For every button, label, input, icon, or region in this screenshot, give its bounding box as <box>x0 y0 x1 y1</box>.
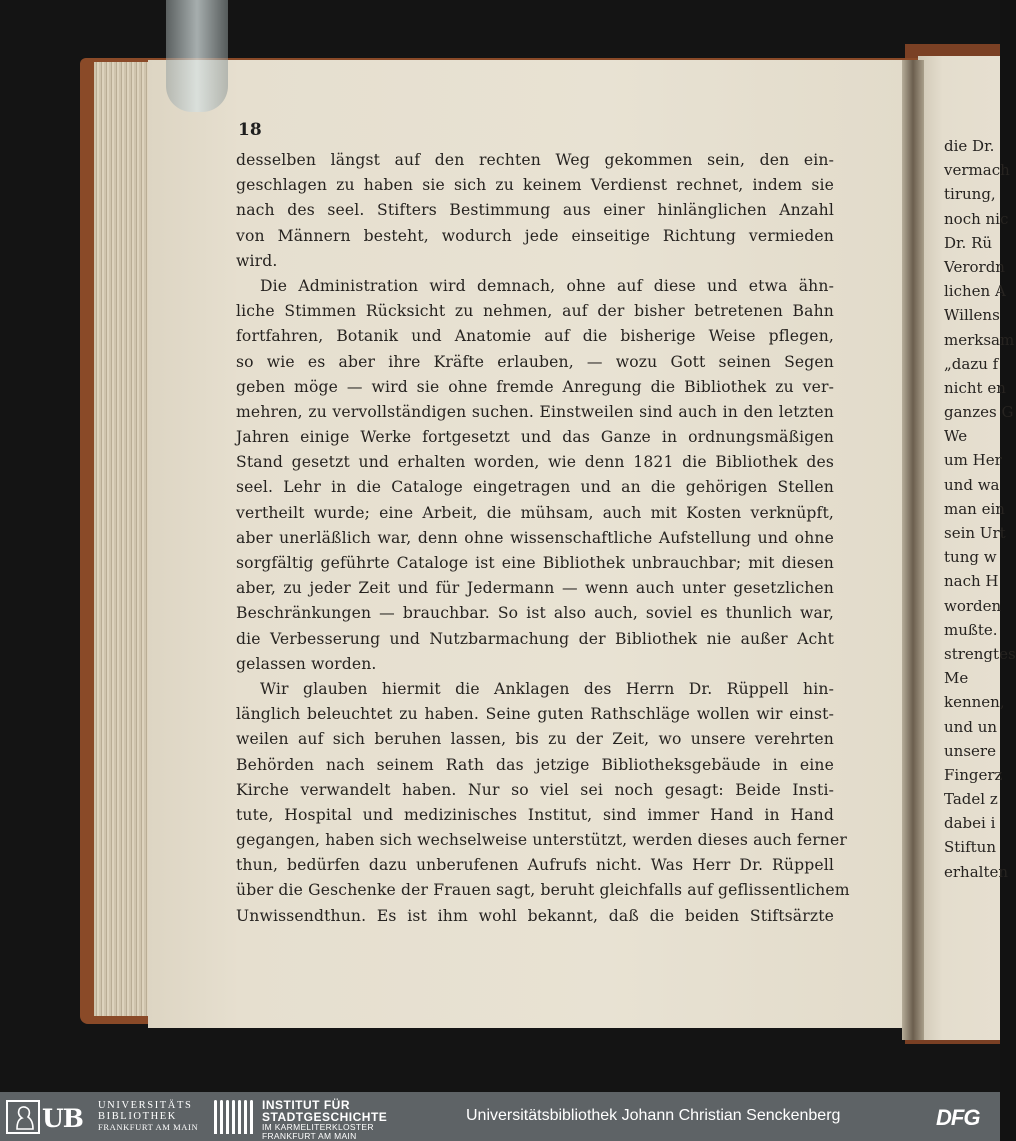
text-line: Unwissendthun. Es ist ihm wohl bekannt, daß die beiden Stiftsärzte <box>236 906 834 925</box>
ub-line-1: UNIVERSITÄTS <box>98 1100 193 1111</box>
text-line: seel. Lehr in die Cataloge eingetragen und an die gehörigen Stellen <box>236 478 834 497</box>
text-line: Stand gesetzt und erhalten worden, wie denn 1821 die Bibliothek des <box>236 453 834 472</box>
right-page-fragment: mußte. <box>944 620 998 639</box>
right-page-fragment: unsere <box>944 741 996 760</box>
right-page-fragment: „dazu f <box>944 354 999 373</box>
right-page-fragment: Dr. Rü <box>944 233 993 252</box>
right-page-fragment: lichen A <box>944 282 1006 301</box>
text-line: mehren, zu vervollständigen suchen. Einstweilen sind auch in den letzten <box>236 402 834 421</box>
goethe-portrait-icon <box>6 1100 40 1134</box>
ub-line-3: FRANKFURT AM MAIN <box>98 1122 199 1132</box>
right-page-fragment: Verordn <box>944 257 1005 276</box>
right-page-fragment: erhalten <box>944 862 1009 881</box>
right-page-fragment: Fingerz <box>944 765 1003 784</box>
page-number: 18 <box>238 120 262 140</box>
text-line: vertheilt wurde; eine Arbeit, die mühsam, auch mit Kosten verknüpft, <box>236 503 834 522</box>
text-line: aber, zu jeder Zeit und für Jedermann — wenn auch unter gesetzlichen <box>236 579 834 598</box>
text-line: Kirche verwandelt haben. Nur so viel sei noch gesagt: Beide Insti- <box>236 780 834 799</box>
right-page-fragment: merksam <box>944 330 1015 349</box>
page-body-text <box>236 148 850 929</box>
text-line: Behörden nach seinem Rath das jetzige Bibliotheksgebäude in eine <box>236 755 834 774</box>
right-page-fragment: vermach <box>944 161 1010 180</box>
text-line: über die Geschenke der Frauen sagt, beruht gleichfalls auf geflissentlichem <box>236 881 850 900</box>
isg-line-1: INSTITUT FÜR <box>262 1098 350 1112</box>
isg-name <box>262 1099 387 1141</box>
text-line: geschlagen zu haben sie sich zu keinem Verdienst rechnet, indem sie <box>236 176 834 195</box>
text-line: weilen auf sich beruhen lassen, bis zu der Zeit, wo unsere verehrten <box>236 730 834 749</box>
ub-line-2: BIBLIOTHEK <box>98 1110 177 1122</box>
right-page-fragment: man ein <box>944 499 1005 518</box>
right-page-fragment: We <box>944 427 968 446</box>
ub-letters: UB <box>42 1104 83 1133</box>
text-line: aber unerläßlich war, denn ohne wissenschaftliche Aufstellung und ohne <box>236 528 834 547</box>
dfg-logo[interactable]: DFG <box>936 1105 980 1130</box>
ub-name <box>98 1101 198 1133</box>
right-page-fragment: nicht en <box>944 378 1006 397</box>
library-name[interactable]: Universitätsbibliothek Johann Christian Senckenberg <box>466 1107 841 1124</box>
isg-line-4: FRANKFURT AM MAIN <box>262 1131 357 1141</box>
right-page-fragment: Stiftun <box>944 838 997 857</box>
right-page-fragment: und un <box>944 717 998 736</box>
isg-logo-icon[interactable] <box>214 1100 254 1134</box>
text-line: fortfahren, Botanik und Anatomie auf die bisherige Weise pflegen, <box>236 327 834 346</box>
text-line: thun, bedürfen dazu unberufenen Aufrufs nicht. Was Herr Dr. Rüppell <box>236 856 834 875</box>
footer-bar <box>0 1092 1000 1141</box>
right-page-fragment: noch nic <box>944 209 1009 228</box>
text-line: Beschränkungen — brauchbar. So ist also auch, soviel es thunlich war, <box>236 604 834 623</box>
right-page-fragment: Me <box>944 669 969 688</box>
right-page-fragment: tung w <box>944 548 997 567</box>
text-line: die Verbesserung und Nutzbarmachung der Bibliothek nie außer Acht <box>236 629 834 648</box>
right-page-fragment: dabei i <box>944 814 996 833</box>
right-page-fragment: und wa <box>944 475 1000 494</box>
text-line: desselben längst auf den rechten Weg gekommen sein, den ein- <box>236 151 834 169</box>
right-page-text-fragments <box>944 134 1016 884</box>
right-page-fragment: die Dr. <box>944 137 995 155</box>
text-line: länglich beleuchtet zu haben. Seine guten Rathschläge wollen wir einst- <box>236 705 834 724</box>
text-line: geben möge — wird sie ohne fremde Anregung die Bibliothek zu ver- <box>236 377 834 396</box>
text-line: gelassen worden. <box>236 654 377 673</box>
right-page-fragment: worden <box>944 596 1002 615</box>
book-gutter <box>902 60 924 1040</box>
text-line: gegangen, haben sich wechselweise unterstützt, werden dieses auch ferner <box>236 831 847 850</box>
right-page-fragment: ganzes G <box>944 403 1014 422</box>
page-holder-clip <box>166 0 228 112</box>
right-page-fragment: sein Urt <box>944 524 1006 542</box>
right-page-fragment: Willens <box>944 306 1000 325</box>
text-line: tute, Hospital und medizinisches Institut, sind immer Hand in Hand <box>236 805 834 824</box>
text-line: sorgfältig geführte Cataloge ist eine Bibliothek unbrauchbar; mit diesen <box>236 554 834 572</box>
ub-logo[interactable] <box>6 1100 92 1134</box>
right-page-fragment: nach H <box>944 572 999 591</box>
right-page-fragment: kennen, <box>944 693 1005 712</box>
right-page-fragment: strengtes <box>944 644 1016 663</box>
text-line: wird. <box>236 251 278 270</box>
page-edges <box>94 62 150 1016</box>
right-page-fragment: Tadel z <box>944 790 998 809</box>
text-line: nach des seel. Stifters Bestimmung aus einer hinlänglichen Anzahl <box>236 201 834 220</box>
text-line: so wie es aber ihre Kräfte erlauben, — wozu Gott seinen Segen <box>236 352 834 371</box>
text-line: von Männern besteht, wodurch jede einseitige Richtung vermieden <box>236 226 834 245</box>
text-line: liche Stimmen Rücksicht zu nehmen, auf der bisher betretenen Bahn <box>236 302 834 321</box>
text-line: Die Administration wird demnach, ohne auf diese und etwa ähn- <box>260 276 834 295</box>
right-page-fragment: tirung, <box>944 185 996 204</box>
text-line: Wir glauben hiermit die Anklagen des Herrn Dr. Rüppell hin- <box>260 679 834 698</box>
text-line: Jahren einige Werke fortgesetzt und das Ganze in ordnungsmäßigen <box>236 428 834 447</box>
right-page-fragment: um Her <box>944 451 1002 470</box>
isg-line-3: IM KARMELITERKLOSTER <box>262 1122 374 1132</box>
isg-line-2: STADTGESCHICHTE <box>262 1110 388 1124</box>
